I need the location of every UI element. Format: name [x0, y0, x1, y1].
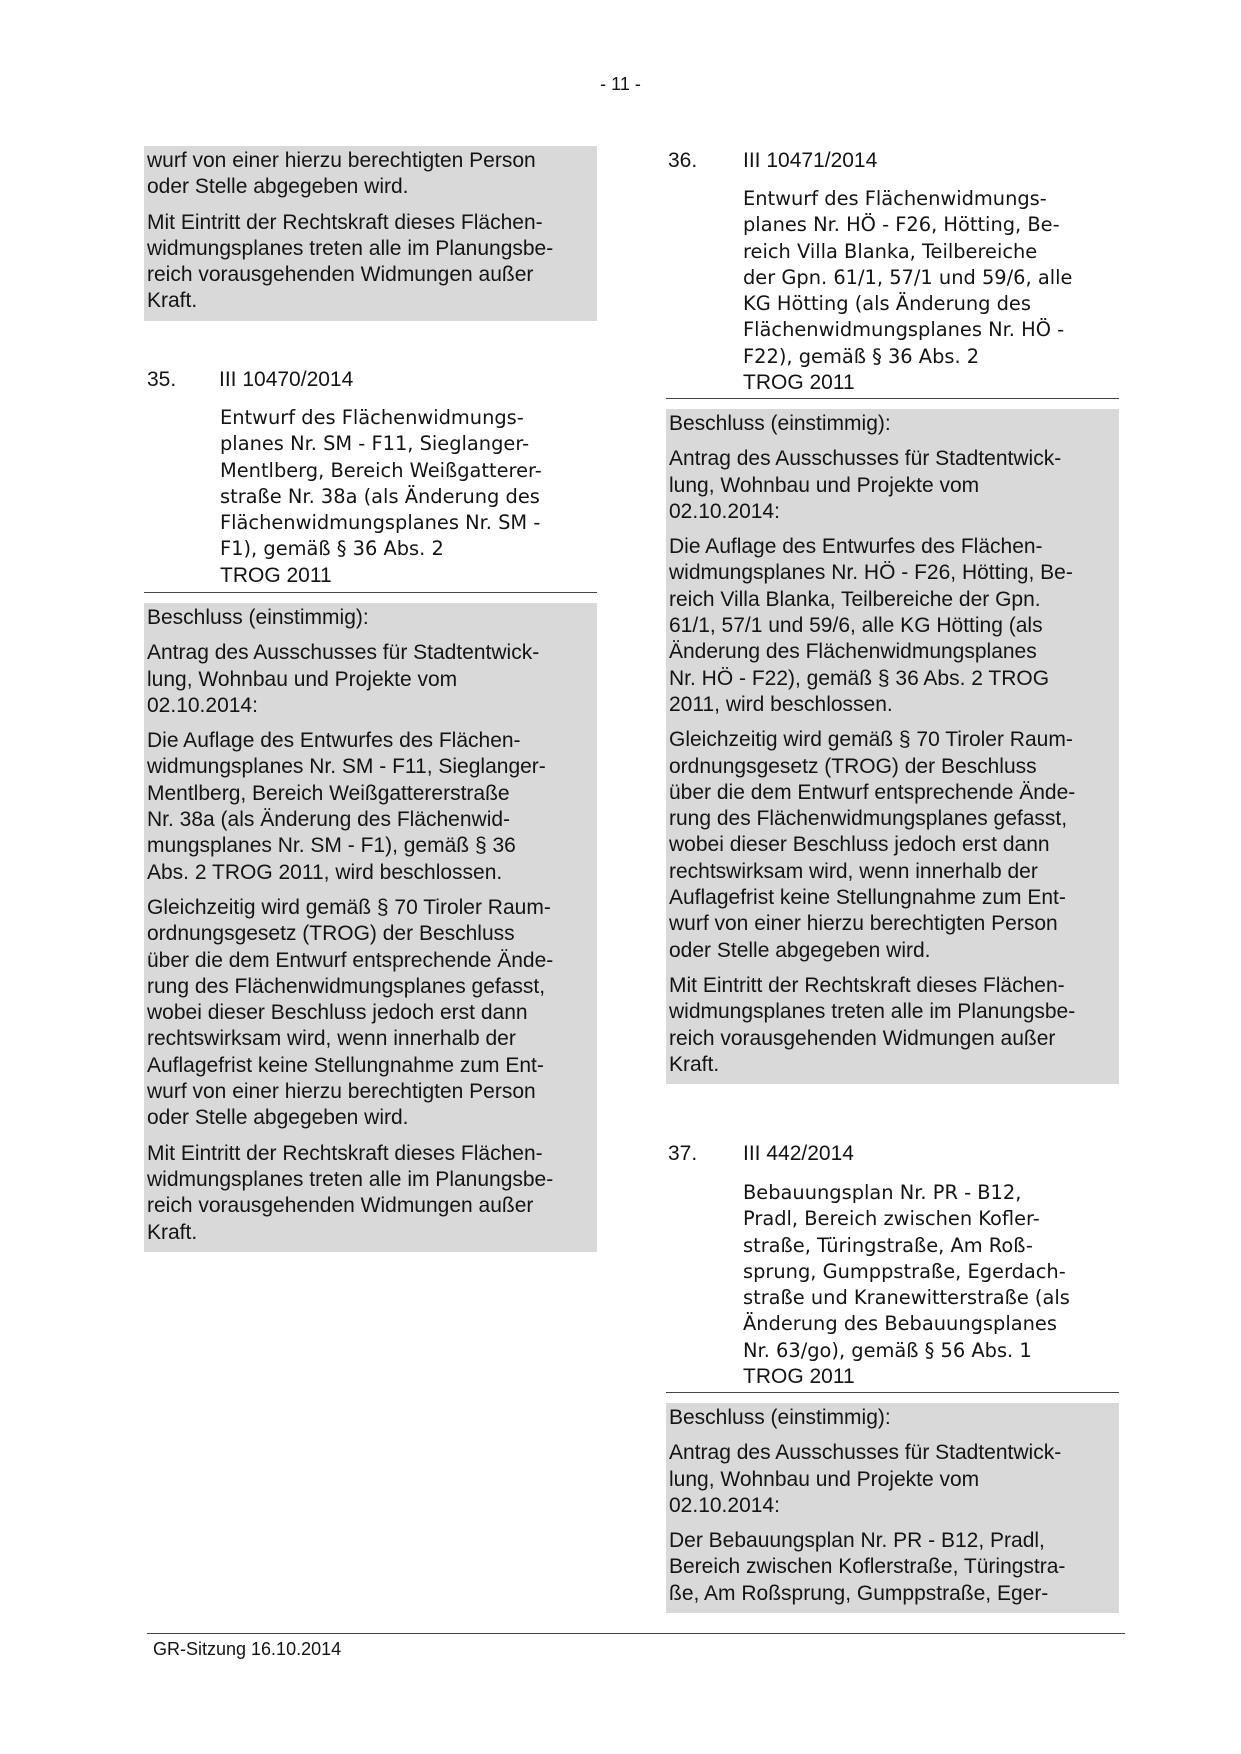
paragraph — [669, 411, 1116, 437]
text-line: Mentlberg, Bereich Weißgattererstraße — [147, 781, 510, 805]
text-line: über die dem Entwurf entsprechende Ände- — [669, 780, 1076, 804]
paragraph — [147, 895, 594, 1132]
text-line: wobei dieser Beschluss jedoch erst dann — [669, 833, 1050, 857]
item-35-decision-block — [144, 603, 597, 1252]
text-line: Antrag des Ausschusses für Stadtentwick- — [669, 447, 1062, 471]
title-line: straße Nr. 38a (als Änderung des — [220, 484, 540, 508]
text-line: rechtswirksam wird, wenn innerhalb der — [669, 859, 1038, 883]
text-line: mungsplanes Nr. SM - F1), gemäß § 36 — [147, 834, 516, 858]
item-37-title — [743, 1180, 1070, 1390]
text-line: Die Auflage des Entwurfes des Flächen- — [669, 535, 1043, 559]
text-line: Mit Eintritt der Rechtskraft dieses Flächen- — [147, 1141, 543, 1165]
text-line: Kraft. — [147, 289, 198, 313]
text-line: widmungsplanes treten alle im Planungsbe- — [147, 236, 554, 260]
text-line: widmungsplanes treten alle im Planungsbe- — [147, 1167, 554, 1191]
text-line: widmungsplanes Nr. SM - F11, Sieglanger- — [147, 755, 546, 779]
title-line: F1), gemäß § 36 Abs. 2 — [220, 537, 444, 561]
paragraph — [669, 973, 1116, 1078]
left-top-block — [144, 146, 597, 321]
text-line: 61/1, 57/1 und 59/6, alle KG Hötting (als — [669, 614, 1043, 638]
item-reference: III 10470/2014 — [219, 368, 354, 391]
text-line: Beschluss (einstimmig): — [147, 606, 369, 629]
text-line: 2011, wird beschlossen. — [669, 692, 893, 716]
text-line: Beschluss (einstimmig): — [669, 1406, 891, 1429]
title-line: TROG 2011 — [743, 1365, 855, 1389]
text-line: Beschluss (einstimmig): — [669, 412, 891, 435]
text-line: ordnungsgesetz (TROG) der Beschluss — [669, 754, 1037, 778]
title-line: straße und Kranewitterstraße (als — [743, 1286, 1070, 1310]
text-line: reich vorausgehenden Widmungen außer — [147, 263, 534, 287]
title-line: KG Hötting (als Änderung des — [743, 292, 1031, 316]
text-line: reich Villa Blanka, Teilbereiche der Gpn. — [669, 587, 1041, 611]
text-line: wobei dieser Beschluss jedoch erst dann — [147, 1001, 528, 1025]
paragraph — [147, 640, 594, 719]
text-line: Mit Eintritt der Rechtskraft dieses Flächen- — [147, 210, 543, 234]
text-line: wurf von einer hierzu berechtigten Person — [669, 912, 1058, 936]
title-line: Flächenwidmungsplanes Nr. HÖ - — [743, 318, 1065, 342]
text-line: ße, Am Roßsprung, Gumppstraße, Eger- — [669, 1581, 1049, 1605]
text-line: Mit Eintritt der Rechtskraft dieses Flächen- — [669, 973, 1065, 997]
text-line: rung des Flächenwidmungsplanes gefasst, — [147, 974, 546, 998]
text-line: Änderung des Flächenwidmungsplanes — [669, 640, 1037, 664]
paragraph — [669, 1405, 1116, 1431]
title-line: Pradl, Bereich zwischen Kofler- — [743, 1207, 1040, 1231]
title-line: Flächenwidmungsplanes Nr. SM - — [220, 511, 541, 535]
text-line: widmungsplanes treten alle im Planungsbe- — [669, 1000, 1076, 1024]
title-line: TROG 2011 — [220, 563, 332, 587]
text-line: Nr. 38a (als Änderung des Flächenwid- — [147, 808, 511, 832]
item-number: 36. — [668, 149, 698, 172]
paragraph — [669, 1440, 1116, 1519]
title-line: Bebauungsplan Nr. PR - B12, — [743, 1181, 1022, 1204]
text-line: wurf von einer hierzu berechtigten Person — [147, 1080, 536, 1104]
paragraph — [147, 210, 594, 315]
text-line: Auflagefrist keine Stellungnahme zum Ent- — [669, 886, 1066, 910]
text-line: reich vorausgehenden Widmungen außer — [147, 1194, 534, 1218]
text-line: oder Stelle abgegeben wird. — [147, 1106, 409, 1130]
paragraph — [669, 1528, 1116, 1607]
text-line: wurf von einer hierzu berechtigten Person — [147, 149, 536, 172]
item-reference: III 442/2014 — [743, 1142, 854, 1165]
title-line: Nr. 63/go), gemäß § 56 Abs. 1 — [743, 1338, 1032, 1362]
item-35-rule — [144, 592, 597, 593]
text-line: Bereich zwischen Koflerstraße, Türingstra- — [669, 1555, 1066, 1579]
text-line: Antrag des Ausschusses für Stadtentwick- — [669, 1441, 1062, 1465]
text-line: 02.10.2014: — [669, 1493, 780, 1517]
paragraph — [669, 446, 1116, 525]
item-number: 35. — [147, 368, 177, 391]
item-36-title — [743, 186, 1072, 396]
text-line: 02.10.2014: — [669, 499, 780, 523]
text-line: widmungsplanes Nr. HÖ - F26, Hötting, Be- — [669, 561, 1073, 585]
title-line: Entwurf des Flächenwidmungs- — [743, 187, 1047, 210]
text-line: Die Auflage des Entwurfes des Flächen- — [147, 729, 521, 753]
text-line: Kraft. — [147, 1220, 198, 1244]
text-line: über die dem Entwurf entsprechende Ände- — [147, 948, 554, 972]
title-line: Entwurf des Flächenwidmungs- — [220, 406, 524, 429]
footer-text: GR-Sitzung 16.10.2014 — [153, 1639, 342, 1659]
text-line: ordnungsgesetz (TROG) der Beschluss — [147, 922, 515, 946]
title-line: Änderung des Bebauungsplanes — [743, 1312, 1057, 1336]
title-line: der Gpn. 61/1, 57/1 und 59/6, alle — [743, 265, 1073, 289]
item-36-rule — [666, 398, 1119, 399]
title-line: reich Villa Blanka, Teilbereiche — [743, 239, 1038, 263]
item-36-decision-block — [666, 409, 1119, 1084]
text-line: Gleichzeitig wird gemäß § 70 Tiroler Raum- — [669, 728, 1073, 752]
item-35-title — [220, 405, 542, 589]
text-line: Der Bebauungsplan Nr. PR - B12, Pradl, — [669, 1529, 1045, 1553]
text-line: lung, Wohnbau und Projekte vom — [669, 473, 980, 497]
paragraph — [147, 605, 594, 631]
text-line: 02.10.2014: — [147, 693, 258, 717]
title-line: planes Nr. HÖ - F26, Hötting, Be- — [743, 213, 1060, 237]
paragraph — [147, 728, 594, 886]
text-line: Kraft. — [669, 1052, 720, 1076]
text-line: Nr. HÖ - F22), gemäß § 36 Abs. 2 TROG — [669, 666, 1050, 690]
text-line: lung, Wohnbau und Projekte vom — [669, 1467, 980, 1491]
text-line: Gleichzeitig wird gemäß § 70 Tiroler Raum- — [147, 895, 551, 919]
title-line: planes Nr. SM - F11, Sieglanger- — [220, 432, 530, 456]
title-line: sprung, Gumppstraße, Egerdach- — [743, 1259, 1066, 1283]
text-line: oder Stelle abgegeben wird. — [669, 938, 931, 962]
page-number: - 11 - — [600, 74, 641, 94]
paragraph — [669, 534, 1116, 718]
title-line: TROG 2011 — [743, 371, 855, 395]
text-line: Auflagefrist keine Stellungnahme zum Ent- — [147, 1053, 544, 1077]
title-line: straße, Türingstraße, Am Roß- — [743, 1233, 1033, 1257]
text-line: oder Stelle abgegeben wird. — [147, 175, 409, 199]
paragraph — [147, 148, 594, 201]
text-line: Abs. 2 TROG 2011, wird beschlossen. — [147, 860, 503, 884]
text-line: rung des Flächenwidmungsplanes gefasst, — [669, 807, 1068, 831]
text-line: reich vorausgehenden Widmungen außer — [669, 1026, 1056, 1050]
paragraph — [147, 1141, 594, 1246]
title-line: F22), gemäß § 36 Abs. 2 — [743, 344, 980, 368]
footer-rule — [147, 1633, 1125, 1634]
paragraph — [669, 727, 1116, 964]
item-37-rule — [666, 1392, 1119, 1393]
text-line: lung, Wohnbau und Projekte vom — [147, 667, 458, 691]
item-37-decision-block — [666, 1403, 1119, 1613]
text-line: Antrag des Ausschusses für Stadtentwick- — [147, 641, 540, 665]
title-line: Mentlberg, Bereich Weißgatterer- — [220, 458, 542, 482]
text-line: rechtswirksam wird, wenn innerhalb der — [147, 1027, 516, 1051]
item-reference: III 10471/2014 — [743, 149, 878, 172]
item-number: 37. — [668, 1142, 698, 1165]
